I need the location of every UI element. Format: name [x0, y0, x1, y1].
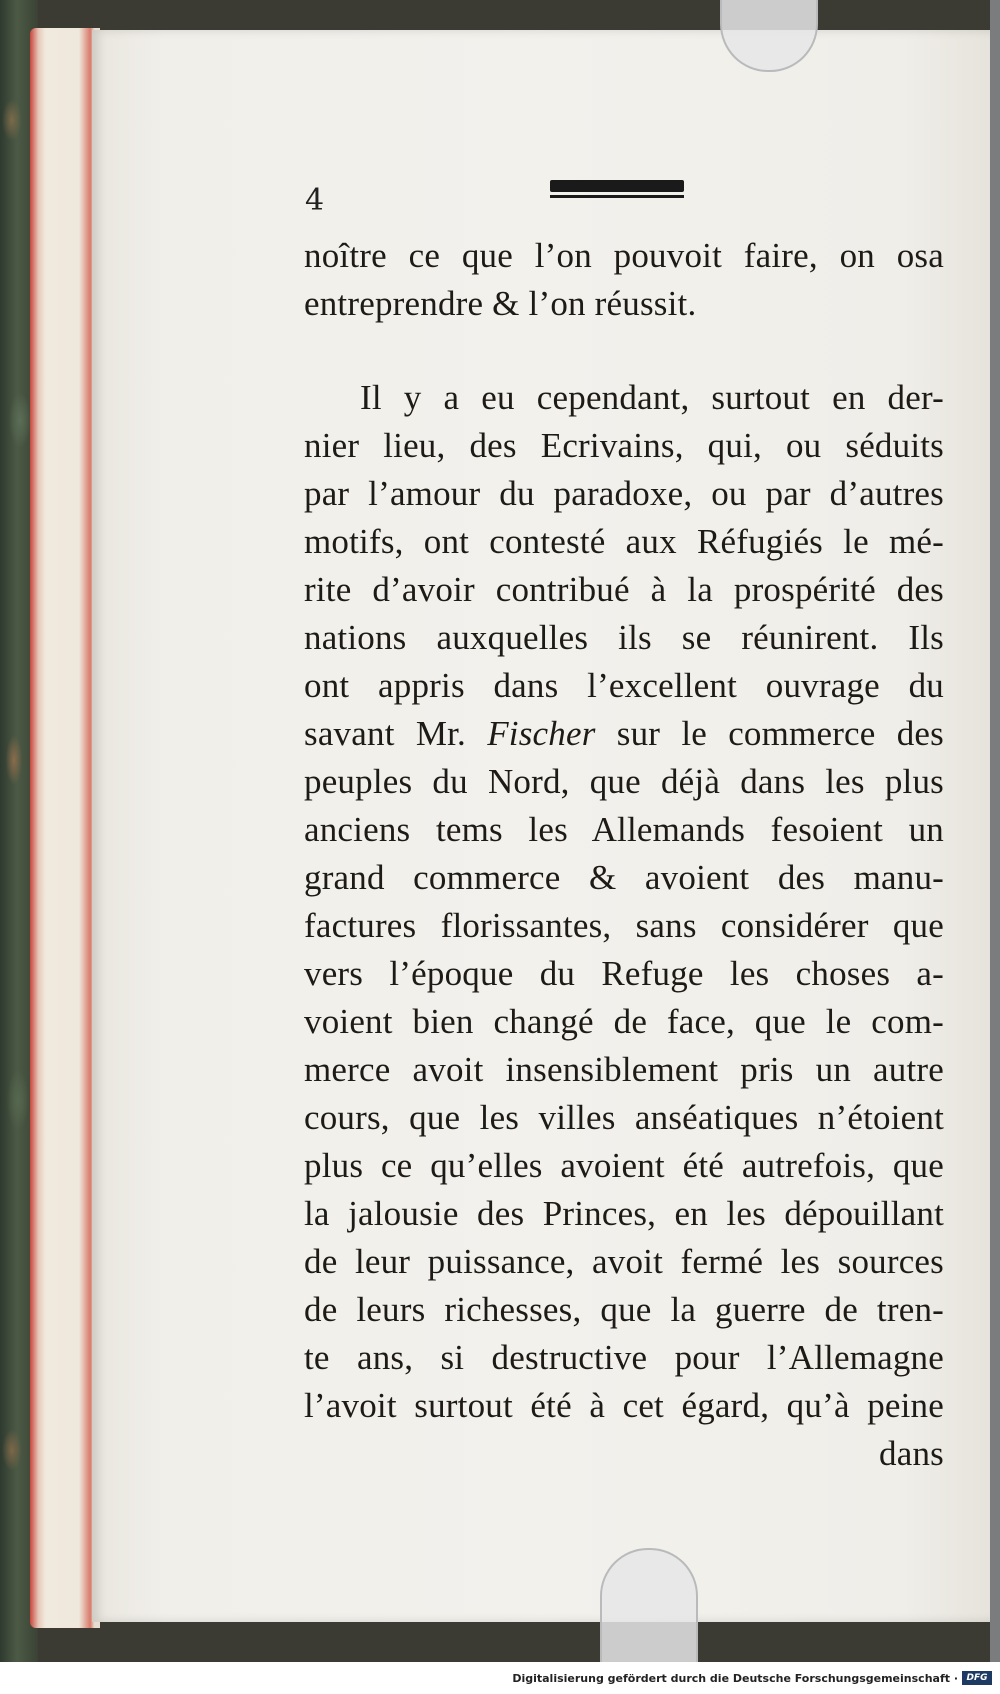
author-name: Fischer	[487, 714, 596, 753]
paragraph-gap	[304, 328, 944, 374]
footer-bar	[0, 1662, 1000, 1694]
text-line: vers l’époque du Refuge les choses a-	[304, 954, 944, 993]
text-line: plus ce qu’elles avoient été autrefois, que	[304, 1146, 944, 1185]
text-line: de leurs richesses, que la guerre de tren-	[304, 1290, 944, 1329]
text-line: de leur puissance, avoit fermé les sources	[304, 1242, 944, 1281]
text-line: motifs, ont contesté aux Réfugiés le mé-	[304, 522, 944, 561]
text-line: merce avoit insensiblement pris un autre	[304, 1050, 944, 1089]
text-line: ont appris dans l’excellent ouvrage du	[304, 666, 944, 705]
text-line: factures florissantes, sans considérer que	[304, 906, 944, 945]
text-line: nier lieu, des Ecrivains, qui, ou séduits	[304, 426, 944, 465]
text-line: par l’amour du paradoxe, ou par d’autres	[304, 474, 944, 513]
cover-right-edge	[990, 0, 1000, 1662]
body-text	[304, 232, 944, 1478]
text-line: peuples du Nord, que déjà dans les plus	[304, 762, 944, 801]
text-line: cours, que les villes anséatiques n’étoient	[304, 1098, 944, 1137]
header-rule	[550, 180, 684, 192]
text-line: anciens tems les Allemands fesoient un	[304, 810, 944, 849]
text-line: Il y a eu cependant, surtout en der-	[360, 378, 944, 417]
paper-clip-bottom	[600, 1548, 698, 1662]
text-line: grand commerce & avoient des manu-	[304, 858, 944, 897]
text-line: savant Mr. Fischer sur le commerce des	[304, 714, 944, 753]
text-line: voient bien changé de face, que le com-	[304, 1002, 944, 1041]
page-stack-edge	[30, 28, 100, 1628]
text-line: la jalousie des Princes, en les dépouillant	[304, 1194, 944, 1233]
text-line: nations auxquelles ils se réunirent. Ils	[304, 618, 944, 657]
text-line: noître ce que l’on pouvoit faire, on osa	[304, 236, 944, 275]
funding-credit: Digitalisierung gefördert durch die Deutsche Forschungsgemeinschaft ·	[512, 1672, 958, 1685]
text-line: rite d’avoir contribué à la prospérité des	[304, 570, 944, 609]
page-number: 4	[305, 183, 325, 218]
text-line: l’avoit surtout été à cet égard, qu’à peine	[304, 1386, 944, 1425]
catchword: dans	[879, 1434, 944, 1473]
text-line: te ans, si destructive pour l’Allemagne	[304, 1338, 944, 1377]
text-line: entreprendre & l’on réussit.	[304, 284, 697, 323]
dfg-logo: DFG	[962, 1671, 992, 1685]
